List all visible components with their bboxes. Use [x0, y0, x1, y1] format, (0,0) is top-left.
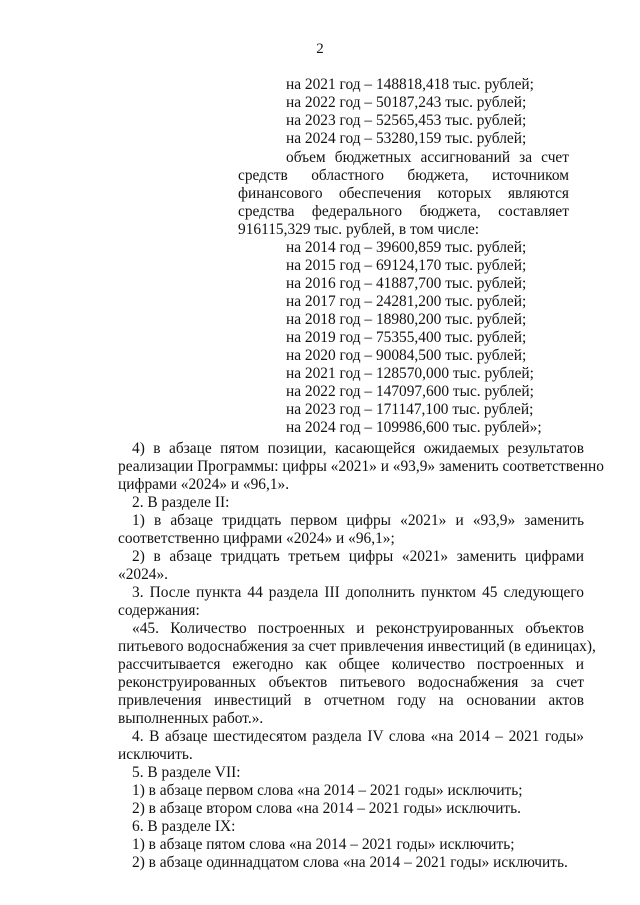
- federal-year-line: на 2018 год – 18980,200 тыс. рублей;: [286, 311, 527, 328]
- section-heading: 2. В разделе II:: [132, 494, 230, 511]
- quoted-point-line: рассчитывается ежегодно как общее количество построенных и: [118, 656, 584, 673]
- body-line: 3. После пункта 44 раздела III дополнить пунктом 45 следующего: [132, 584, 584, 601]
- federal-year-line: на 2017 год – 24281,200 тыс. рублей;: [286, 293, 527, 310]
- body-line: 4) в абзаце пятом позиции, касающейся ожидаемых результатов: [132, 440, 584, 457]
- body-line: соответственно цифрами «2024» и «96,1»;: [118, 530, 395, 547]
- section-heading: 5. В разделе VII:: [132, 764, 241, 781]
- federal-year-line: на 2020 год – 90084,500 тыс. рублей;: [286, 347, 527, 364]
- page-number: 2: [316, 41, 324, 57]
- body-line: содержания:: [118, 602, 200, 619]
- body-line: реализации Программы: цифры «2021» и «93,9» заменить соответственно: [118, 458, 604, 475]
- body-line: 1) в абзаце пятом слова «на 2014 – 2021 годы» исключить;: [132, 836, 515, 853]
- quoted-point-line: «45. Количество построенных и реконструированных объектов: [132, 620, 584, 637]
- federal-paragraph-line: средства федерального бюджета, составляет: [238, 203, 569, 220]
- body-line: 2) в абзаце одиннадцатом слова «на 2014 – 2021 годы» исключить.: [132, 854, 568, 871]
- quoted-point-line: привлечения инвестиций в отчетном году на основании актов: [118, 692, 584, 709]
- federal-paragraph-line: 916115,329 тыс. рублей, в том числе:: [238, 221, 480, 238]
- federal-year-line: на 2022 год – 147097,600 тыс. рублей;: [286, 383, 534, 400]
- federal-year-line: на 2024 год – 109986,600 тыс. рублей»;: [286, 419, 542, 436]
- quoted-point-line: питьевого водоснабжения за счет привлечения инвестиций (в единицах),: [118, 638, 596, 655]
- body-line: 2) в абзаце тридцать третьем цифры «2021» заменить цифрами: [132, 548, 584, 565]
- section-heading: 6. В разделе IX:: [132, 818, 236, 835]
- federal-paragraph-line: объем бюджетных ассигнований за счет: [286, 149, 569, 166]
- federal-year-line: на 2021 год – 128570,000 тыс. рублей;: [286, 365, 534, 382]
- federal-year-line: на 2019 год – 75355,400 тыс. рублей;: [286, 329, 527, 346]
- body-line: 1) в абзаце тридцать первом цифры «2021» и «93,9» заменить: [132, 512, 584, 529]
- federal-paragraph-line: средств областного бюджета, источником: [238, 167, 569, 184]
- federal-year-line: на 2014 год – 39600,859 тыс. рублей;: [286, 239, 527, 256]
- body-line: исключить.: [118, 746, 193, 763]
- quoted-point-line: выполненных работ.».: [118, 710, 264, 727]
- federal-year-line: на 2016 год – 41887,700 тыс. рублей;: [286, 275, 527, 292]
- quoted-point-line: реконструированных объектов питьевого водоснабжения за счет: [118, 674, 584, 691]
- budget-line-2023: на 2023 год – 52565,453 тыс. рублей;: [286, 112, 527, 129]
- body-line: 1) в абзаце первом слова «на 2014 – 2021 годы» исключить;: [132, 782, 523, 799]
- body-line: цифрами «2024» и «96,1».: [118, 476, 290, 493]
- federal-year-line: на 2015 год – 69124,170 тыс. рублей;: [286, 257, 527, 274]
- body-line: 2) в абзаце втором слова «на 2014 – 2021 годы» исключить.: [132, 800, 522, 817]
- budget-line-2024: на 2024 год – 53280,159 тыс. рублей;: [286, 130, 527, 147]
- federal-year-line: на 2023 год – 171147,100 тыс. рублей;: [286, 401, 534, 418]
- budget-line-2021: на 2021 год – 148818,418 тыс. рублей;: [286, 76, 534, 93]
- federal-paragraph-line: финансового обеспечения которых являются: [238, 185, 569, 202]
- budget-line-2022: на 2022 год – 50187,243 тыс. рублей;: [286, 94, 527, 111]
- body-line: 4. В абзаце шестидесятом раздела IV слова «на 2014 – 2021 годы»: [132, 728, 584, 745]
- body-line: «2024».: [118, 566, 169, 583]
